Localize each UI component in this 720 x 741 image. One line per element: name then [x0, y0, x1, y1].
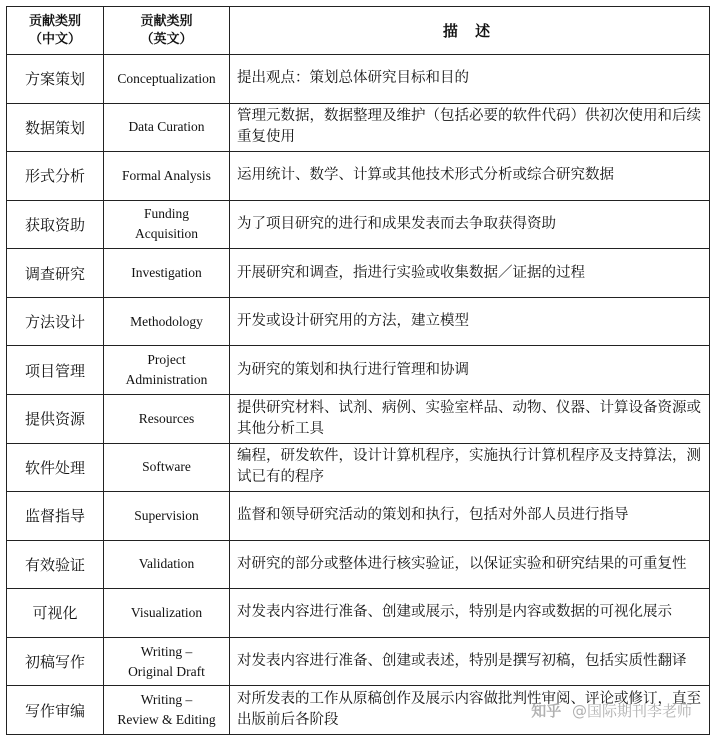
category-en-line: Data Curation [128, 119, 205, 135]
category-en-cell [104, 589, 230, 638]
table-header-row [7, 7, 710, 55]
category-zh-cell: 项目管理 [7, 346, 104, 395]
description-cell: 为研究的策划和执行进行管理和协调 [230, 346, 710, 395]
category-en-line: Software [142, 459, 191, 475]
category-en-cell [104, 152, 230, 201]
category-en-line: Formal Analysis [122, 167, 211, 183]
header-category-en-line1: 贡献类别 [140, 13, 193, 29]
category-en-line: Project [147, 352, 186, 368]
description-cell: 监督和领导研究活动的策划和执行，包括对外部人员进行指导 [230, 492, 710, 541]
category-en-line: Validation [138, 556, 195, 572]
category-zh-cell: 写作审编 [7, 686, 104, 735]
category-zh-cell: 有效验证 [7, 540, 104, 589]
category-zh-cell: 软件处理 [7, 443, 104, 492]
category-en-line: Conceptualization [117, 70, 216, 86]
zhihu-logo: 知乎 [531, 702, 562, 720]
description-cell: 对所发表的工作从原稿创作及展示内容做批判性审阅、评论或修订，直至出版前后各阶段 [230, 686, 710, 735]
category-zh-cell: 数据策划 [7, 103, 104, 152]
description-cell: 管理元数据，数据整理及维护（包括必要的软件代码）供初次使用和后续重复使用 [230, 103, 710, 152]
category-en-cell [104, 200, 230, 249]
category-en-cell [104, 492, 230, 541]
category-en-cell [104, 443, 230, 492]
category-en-cell [104, 249, 230, 298]
description-cell: 为了项目研究的进行和成果发表而去争取获得资助 [230, 200, 710, 249]
category-zh-cell: 方法设计 [7, 297, 104, 346]
header-category-zh-line1: 贡献类别 [28, 13, 81, 29]
category-en-line: Methodology [130, 313, 203, 329]
table-row [7, 346, 710, 395]
category-en-line: Administration [125, 372, 208, 388]
table-row [7, 589, 710, 638]
category-zh-cell: 监督指导 [7, 492, 104, 541]
table-row [7, 540, 710, 589]
table-row [7, 152, 710, 201]
category-en-cell [104, 103, 230, 152]
category-zh-cell: 初稿写作 [7, 637, 104, 686]
category-zh-cell: 获取资助 [7, 200, 104, 249]
table-row [7, 394, 710, 443]
table-row [7, 297, 710, 346]
description-cell: 编程，研发软件，设计计算机程序，实施执行计算机程序及支持算法，测试已有的程序 [230, 443, 710, 492]
description-cell: 开展研究和调查，指进行实验或收集数据／证据的过程 [230, 249, 710, 298]
category-en-line: Writing – [140, 643, 193, 659]
category-en-cell [104, 346, 230, 395]
header-category-en [104, 7, 230, 55]
category-en-line: Visualization [130, 604, 203, 620]
description-cell: 对研究的部分或整体进行核实验证，以保证实验和研究结果的可重复性 [230, 540, 710, 589]
description-cell: 提供研究材料、试剂、病例、实验室样品、动物、仪器、计算设备资源或其他分析工具 [230, 394, 710, 443]
category-en-cell [104, 637, 230, 686]
category-zh-cell: 提供资源 [7, 394, 104, 443]
header-category-zh [7, 7, 104, 55]
description-cell: 提出观点：策划总体研究目标和目的 [230, 55, 710, 104]
table-row [7, 55, 710, 104]
description-cell: 开发或设计研究用的方法，建立模型 [230, 297, 710, 346]
table-row [7, 637, 710, 686]
category-zh-cell: 可视化 [7, 589, 104, 638]
category-en-line: Funding [143, 206, 189, 222]
header-category-zh-line2: （中文） [28, 31, 81, 47]
category-en-line: Writing – [140, 692, 193, 708]
description-cell: 运用统计、数学、计算或其他技术形式分析或综合研究数据 [230, 152, 710, 201]
description-cell: 对发表内容进行准备、创建或展示，特别是内容或数据的可视化展示 [230, 589, 710, 638]
category-en-line: Review & Editing [117, 712, 216, 728]
category-en-line: Original Draft [128, 663, 205, 679]
category-en-cell [104, 686, 230, 735]
category-en-cell [104, 540, 230, 589]
category-en-cell [104, 55, 230, 104]
table-row [7, 200, 710, 249]
category-zh-cell: 形式分析 [7, 152, 104, 201]
table-body [7, 55, 710, 735]
category-en-cell [104, 297, 230, 346]
header-description: 描 述 [230, 7, 710, 55]
header-category-en-line2: （英文） [140, 31, 193, 47]
category-zh-cell: 调查研究 [7, 249, 104, 298]
watermark [531, 700, 692, 721]
description-cell: 对发表内容进行准备、创建或表述，特别是撰写初稿，包括实质性翻译 [230, 637, 710, 686]
watermark-handle: @国际期刊李老师 [571, 702, 692, 720]
table-row [7, 492, 710, 541]
table-row [7, 103, 710, 152]
category-en-line: Investigation [131, 265, 202, 281]
category-en-line: Supervision [134, 507, 199, 523]
category-en-cell [104, 394, 230, 443]
category-en-line: Acquisition [135, 226, 198, 242]
table-row [7, 249, 710, 298]
category-zh-cell: 方案策划 [7, 55, 104, 104]
table-row [7, 443, 710, 492]
category-en-line: Resources [138, 410, 195, 426]
contribution-table [6, 6, 710, 735]
